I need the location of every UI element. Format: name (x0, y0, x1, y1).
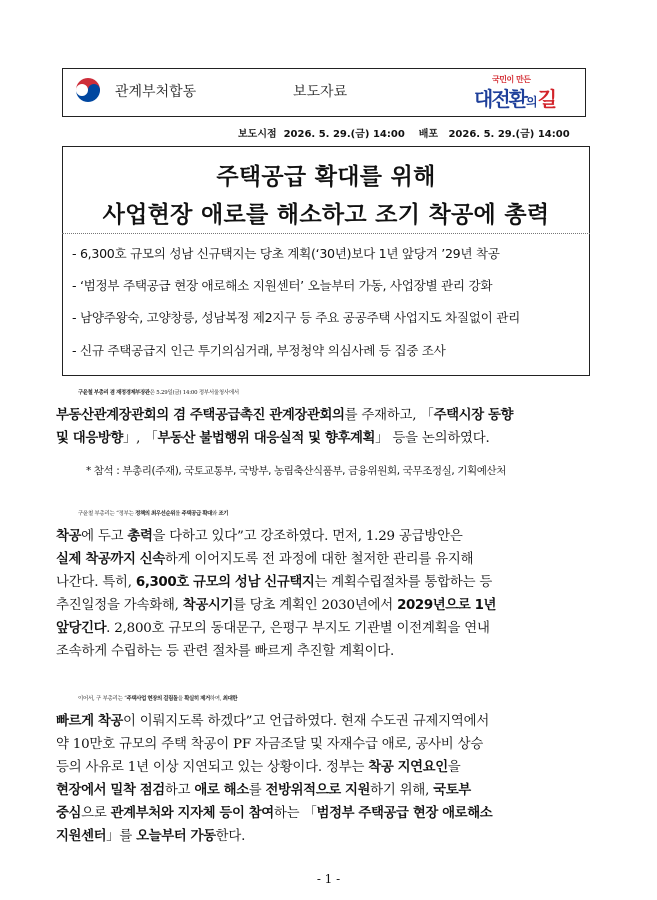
slogan-logo (474, 74, 566, 112)
emphasis: 실제 착공까지 신속 (56, 552, 165, 567)
para2-line-7: 조속하게 수립하는 등 관련 절차를 빠르게 추진할 계획이다. (56, 644, 395, 659)
emphasis: 조기 (218, 511, 229, 517)
agenda-1-cont: 및 대응방향 (56, 431, 123, 446)
document-kind: 보도자료 (293, 84, 348, 100)
title-divider (62, 233, 590, 234)
slogan-part-2: 의 (525, 95, 538, 109)
meeting-name: 부동산관계장관회의 겸 주택공급촉진 관계장관회의 (56, 408, 345, 423)
para2-line-1 (78, 504, 624, 524)
subtitle-2: - ‘범정부 주택공급 현장 애로해소 지원센터’ 오늘부터 가동, 사업장별 관리 강화 (72, 278, 493, 293)
emphasis: 지원센터 (56, 829, 107, 844)
attendee-note: * 참석 : 부총리(주재), 국토교통부, 국방부, 농림축산식품부, 금융위원회, 국무조정실, 기획예산처 (86, 465, 506, 477)
text-span: 이 이뤄지도록 하겠다”고 언급하였다. 현재 수도권 규제지역에서 (122, 714, 490, 729)
para3-line-5 (56, 781, 602, 801)
para1-line-2 (56, 406, 602, 426)
emphasis: 확실히 제거 (184, 696, 210, 702)
text-span: 를 주재하고, 「 (344, 408, 434, 423)
para2-line-6 (56, 619, 602, 639)
emphasis: 관계부처와 지자체 등이 참여 (110, 806, 274, 821)
text-span: 하게 이어지도록 전 과정에 대한 철저한 관리를 유지해 (164, 552, 474, 567)
emphasis: 국토부 (433, 783, 471, 798)
slogan-small-text: 국민이 만든 (492, 75, 531, 84)
text-span: 은 5.29일(금) 14:00 정부서울청사에서 (149, 390, 239, 396)
para2-line-5 (56, 596, 602, 616)
text-span: 나간다. 특히, (56, 575, 136, 590)
text-span: 하기 위해, (370, 783, 434, 798)
emphasis: 착공 지연요인 (368, 760, 448, 775)
emphasis: 애로 해소 (194, 783, 249, 798)
text-span: 하여, (209, 696, 223, 702)
emphasis: 착공 (56, 529, 82, 544)
slogan-part-1: 대전환 (474, 87, 526, 111)
text-span: 」, 「 (122, 431, 158, 446)
emphasis: 주택공급 확대 (181, 511, 212, 517)
para3-line-2 (56, 712, 602, 732)
emphasis: 전방위적으로 지원 (265, 783, 371, 798)
emphasis: 빠르게 착공 (56, 714, 123, 729)
emphasis: 중심 (56, 806, 82, 821)
text-span: 」 등을 논의하였다. (375, 431, 490, 446)
text-span: 를 (248, 783, 266, 798)
text-span: 를 당초 계획인 2030년에서 (232, 598, 398, 613)
government-emblem-icon (73, 75, 103, 105)
para2-line-2 (56, 527, 602, 547)
text-span: 」를 (106, 829, 137, 844)
text-span: 을 (177, 696, 185, 702)
emphasis: 범정부 주택공급 현장 애로해소 (316, 806, 493, 821)
minister-name: 구윤철 부총리 겸 재정경제부장관 (78, 390, 150, 396)
text-span: 는 계획수립절차를 통합하는 등 (314, 575, 493, 590)
emphasis: 6,300호 규모의 성남 신규택지 (135, 575, 315, 590)
text-span: 으로 (81, 806, 111, 821)
organization-name: 관계부처합동 (115, 84, 197, 100)
text-span: 추진일정을 가속화해, (56, 598, 183, 613)
subtitle-4: - 신규 주택공급지 인근 투기의심거래, 부정청약 의심사례 등 집중 조사 (72, 343, 446, 358)
subtitle-1: - 6,300호 규모의 성남 신규택지는 당초 계획(‘30년)보다 1년 앞당겨 ’29년 착공 (72, 246, 500, 261)
text-span: 등의 사유로 1년 이상 지연되고 있는 상황이다. 정부는 (56, 760, 369, 775)
para1-line-1 (78, 383, 624, 403)
para3-line-6 (56, 804, 602, 824)
emphasis: 주택사업 현장의 걸림돌 (126, 696, 178, 702)
emphasis: 앞당긴다 (56, 621, 107, 636)
text-span: 이어서, 구 부총리는 “ (78, 696, 127, 702)
emphasis: 최대한 (222, 696, 238, 702)
text-span: 구윤철 부총리는 “정부는 (78, 511, 136, 517)
title-line-2: 사업현장 애로를 해소하고 조기 착공에 총력 (102, 202, 550, 228)
agenda-1: 주택시장 동향 (433, 408, 514, 423)
para3-line-7 (56, 827, 602, 847)
para3-line-1 (78, 689, 624, 709)
release-time-line: 보도시점 2026. 5. 29.(금) 14:00 배포 2026. 5. 29.(금) 14:00 (238, 129, 570, 140)
emphasis: 오늘부터 가동 (136, 829, 216, 844)
emphasis: 총력 (127, 529, 153, 544)
text-span: 에 두고 (81, 529, 128, 544)
slogan-big-text (474, 83, 555, 112)
title-line-1: 주택공급 확대를 위해 (216, 164, 436, 190)
emphasis: 착공시기 (182, 598, 233, 613)
text-span: 을 (447, 760, 461, 775)
text-span: 하고 (164, 783, 195, 798)
page-number: - 1 - (316, 872, 341, 886)
para2-line-4 (56, 573, 602, 593)
agenda-2: 부동산 불법행위 대응실적 및 향후계획 (157, 431, 376, 446)
emphasis: 현장에서 밀착 점검 (56, 783, 165, 798)
subtitle-3: - 남양주왕숙, 고양창릉, 성남복정 제2지구 등 주요 공공주택 사업지도 차질없이 관리 (72, 310, 520, 325)
text-span: 한다. (215, 829, 246, 844)
emphasis: 정책의 최우선순위 (135, 511, 176, 517)
text-span: 하는 「 (273, 806, 317, 821)
emphasis: 2029년으로 1년 (397, 598, 497, 613)
para3-line-3: 약 10만호 규모의 주택 착공이 PF 자금조달 및 자재수급 애로, 공사비 상승 (56, 737, 484, 752)
text-span: 를 (175, 511, 182, 517)
text-span: 을 다하고 있다”고 강조하였다. 먼저, 1.29 공급방안은 (152, 529, 463, 544)
slogan-part-3: 길 (537, 87, 556, 111)
text-span: 와 (211, 511, 219, 517)
text-span: . 2,800호 규모의 동대문구, 은평구 부지도 기관별 이전계획을 연내 (106, 621, 490, 636)
para3-line-4 (56, 758, 602, 778)
para1-line-3 (56, 429, 602, 449)
para2-line-3 (56, 550, 602, 570)
